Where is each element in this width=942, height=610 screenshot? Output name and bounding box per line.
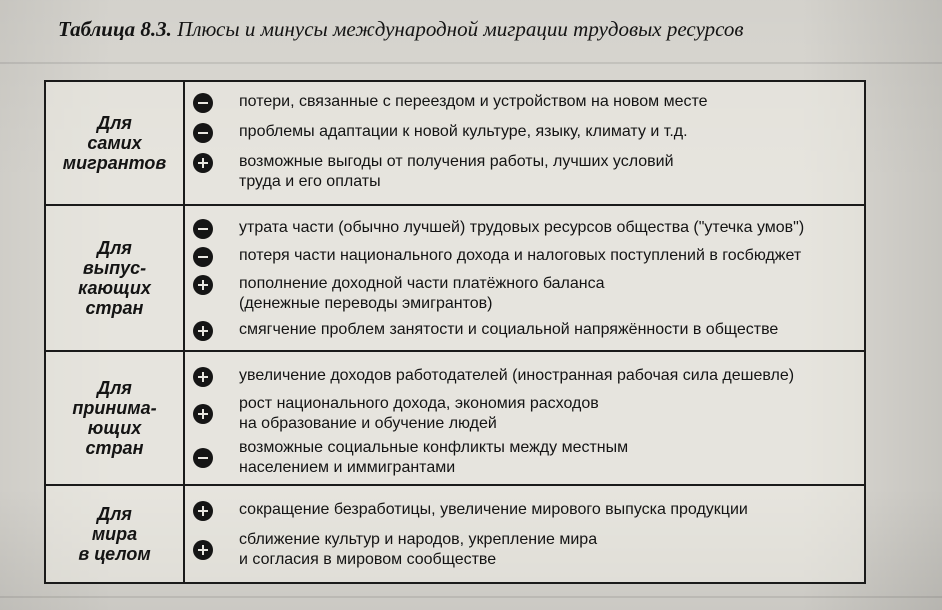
table-title: Плюсы и минусы международной миграции трудовых ресурсов — [177, 17, 744, 41]
plus-icon — [193, 321, 213, 341]
section-items — [183, 206, 864, 350]
section-migrants — [46, 82, 864, 206]
minus-icon — [193, 93, 213, 113]
item-text: возможные социальные конфликты между местным населением и иммигрантами — [239, 439, 629, 476]
plus-icon — [193, 367, 213, 387]
section-label-cell — [46, 206, 185, 350]
section-label-cell — [46, 352, 185, 484]
plus-icon — [193, 501, 213, 521]
section-label: Для мира в целом — [78, 504, 151, 564]
table-number: Таблица 8.3. — [58, 17, 172, 41]
item-text: пополнение доходной части платёжного баланса (денежные переводы эмигрантов) — [239, 275, 605, 312]
minus-icon — [193, 247, 213, 267]
section-sending-countries — [46, 206, 864, 352]
item-text: утрата части (обычно лучшей) трудовых ресурсов общества ("утечка умов") — [239, 219, 805, 236]
section-receiving-countries — [46, 352, 864, 486]
section-items — [183, 486, 864, 582]
section-items — [183, 352, 864, 484]
pros-cons-table — [44, 80, 866, 584]
item-text: проблемы адаптации к новой культуре, языку, климату и т.д. — [239, 123, 688, 140]
section-label-cell — [46, 82, 185, 204]
item-text: сокращение безработицы, увеличение мирового выпуска продукции — [239, 501, 748, 518]
item-text: возможные выгоды от получения работы, лучших условий труда и его оплаты — [239, 153, 674, 190]
minus-icon — [193, 219, 213, 239]
plus-icon — [193, 153, 213, 173]
section-items — [183, 82, 864, 204]
item-text: увеличение доходов работодателей (иностранная рабочая сила дешевле) — [239, 367, 795, 384]
section-label-cell — [46, 486, 185, 582]
item-text: сближение культур и народов, укрепление мира и согласия в мировом сообществе — [239, 531, 598, 568]
item-text: потеря части национального дохода и налоговых поступлений в госбюджет — [239, 247, 802, 264]
section-world — [46, 486, 864, 582]
plus-icon — [193, 540, 213, 560]
item-text: потери, связанные с переездом и устройством на новом месте — [239, 93, 708, 110]
table-caption — [58, 16, 918, 42]
section-label: Для принима- ющих стран — [72, 378, 157, 458]
bleed-line — [0, 62, 942, 64]
section-label: Для выпус- кающих стран — [78, 238, 151, 318]
minus-icon — [193, 448, 213, 468]
item-text: рост национального дохода, экономия расходов на образование и обучение людей — [239, 395, 599, 432]
plus-icon — [193, 275, 213, 295]
section-label: Для самих мигрантов — [62, 113, 167, 173]
bleed-line — [0, 596, 942, 598]
item-text: смягчение проблем занятости и социальной напряжённости в обществе — [239, 321, 779, 338]
minus-icon — [193, 123, 213, 143]
plus-icon — [193, 404, 213, 424]
